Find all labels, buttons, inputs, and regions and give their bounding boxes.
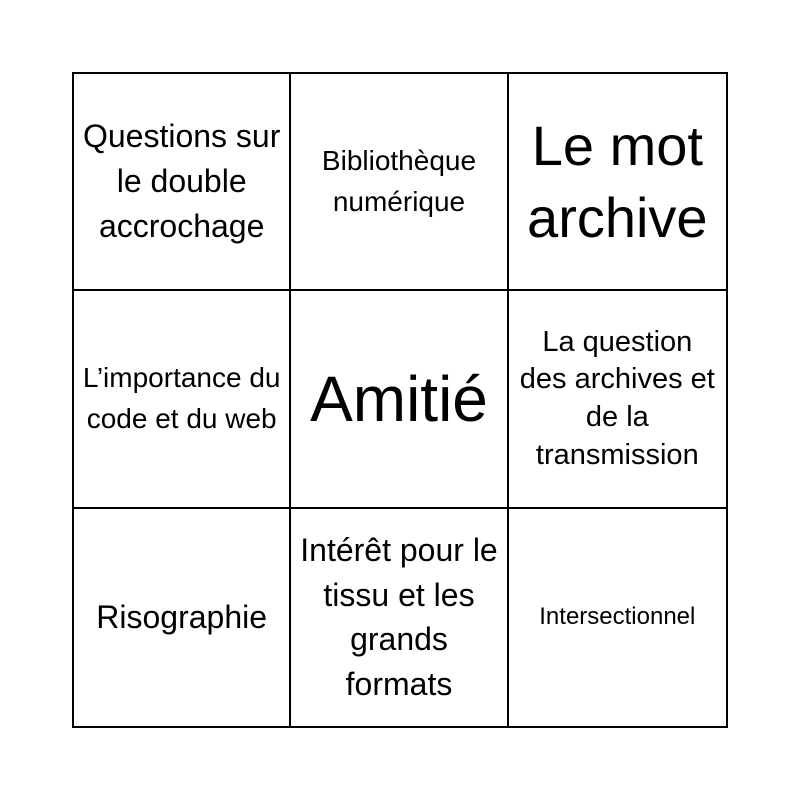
bingo-cell-7[interactable] — [74, 509, 291, 726]
bingo-cell-text: Bibliothèque numérique — [321, 145, 477, 217]
bingo-cell-1[interactable] — [74, 74, 291, 291]
bingo-cell-text: L’importance du code et du web — [82, 362, 281, 434]
bingo-cell-9[interactable] — [509, 509, 726, 726]
bingo-cell-text: Intérêt pour le tissu et les grands formats — [300, 531, 498, 703]
bingo-cell-8[interactable] — [291, 509, 508, 726]
bingo-cell-6[interactable] — [509, 291, 726, 508]
bingo-cell-text: Risographie — [96, 598, 268, 635]
bingo-cell-2[interactable] — [291, 74, 508, 291]
bingo-cell-text: Intersectionnel — [539, 602, 696, 630]
bingo-cell-4[interactable] — [74, 291, 291, 508]
bingo-cell-text: La question des archives et de la transmission — [519, 325, 715, 471]
bingo-cell-3[interactable] — [509, 74, 726, 291]
bingo-cell-text: Le mot archive — [527, 113, 708, 249]
bingo-card — [72, 72, 728, 728]
bingo-cell-5[interactable] — [291, 291, 508, 508]
bingo-cell-text: Questions sur le double accrochage — [82, 118, 281, 245]
bingo-cell-text: Amitié — [310, 362, 488, 435]
